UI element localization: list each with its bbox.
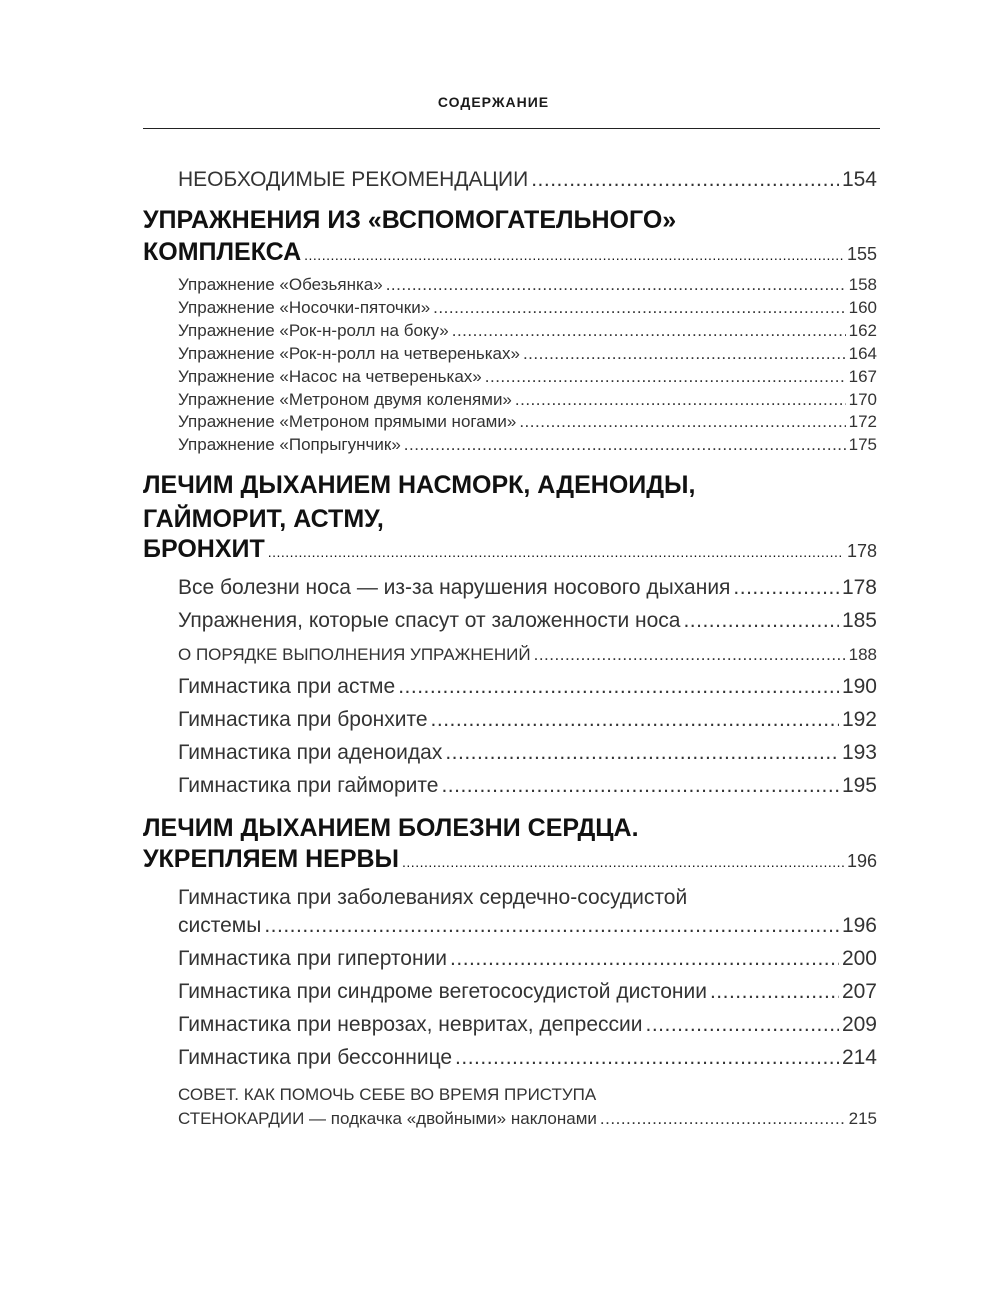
toc-entry-page: 195: [841, 774, 877, 797]
toc-entry-title: Гимнастика при астме: [178, 675, 396, 698]
leader-dots: [519, 412, 845, 432]
toc-entry-title: Гимнастика при аденоидах: [178, 741, 443, 764]
toc-entry[interactable]: [178, 1013, 877, 1037]
section-3-title-line1[interactable]: ЛЕЧИМ ДЫХАНИЕМ БОЛЕЗНИ СЕРДЦА.: [143, 814, 639, 842]
running-head: СОДЕРЖАНИЕ: [437, 94, 550, 110]
toc-entry-page: 172: [848, 412, 877, 431]
toc-entry-page: 200: [841, 947, 877, 970]
toc-entry[interactable]: [178, 708, 877, 732]
toc-entry[interactable]: [178, 576, 877, 600]
toc-entry-title: Упражнение «Метроном прямыми ногами»: [178, 412, 517, 431]
toc-entry-page: 178: [841, 576, 877, 599]
toc-entry[interactable]: [178, 435, 877, 455]
toc-entry-title: Упражнение «Рок-н-ролл на боку»: [178, 321, 449, 340]
toc-entry[interactable]: [178, 412, 877, 432]
leader-dots: [531, 168, 839, 192]
leader-dots: [534, 645, 846, 665]
leader-dots: [600, 1109, 846, 1129]
toc-entry-title: Упражнение «Метроном двумя коленями»: [178, 390, 512, 409]
toc-entry-page: 158: [848, 275, 877, 294]
toc-entry-title: Упражнение «Носочки-пяточки»: [178, 298, 431, 317]
leader-dots: [268, 544, 844, 560]
toc-entry-page: 214: [841, 1046, 877, 1069]
leader-dots: [304, 247, 844, 263]
toc-entry-title: Упражнение «Насос на четвереньках»: [178, 367, 482, 386]
section-3-page: 196: [846, 851, 877, 871]
toc-entry[interactable]: [178, 275, 877, 295]
toc-entry[interactable]: [178, 344, 877, 364]
toc-entry-page: 167: [848, 367, 877, 386]
toc-entry[interactable]: [178, 947, 877, 971]
toc-entry-title: О ПОРЯДКЕ ВЫПОЛНЕНИЯ УПРАЖНЕНИЙ: [178, 645, 531, 664]
toc-entry-page: 193: [841, 741, 877, 764]
toc-entry-title-line1[interactable]: СОВЕТ. КАК ПОМОЧЬ СЕБЕ ВО ВРЕМЯ ПРИСТУПА: [178, 1085, 597, 1104]
leader-dots: [433, 298, 845, 318]
toc-entry-title: Гимнастика при гипертонии: [178, 947, 448, 970]
toc-entry[interactable]: [178, 321, 877, 341]
section-2-title-line1[interactable]: ЛЕЧИМ ДЫХАНИЕМ НАСМОРК, АДЕНОИДЫ,: [143, 471, 696, 499]
leader-dots: [445, 741, 839, 765]
section-1-title-line2: КОМПЛЕКСА: [143, 238, 302, 266]
toc-entry-page: 170: [848, 390, 877, 409]
leader-dots: [515, 390, 846, 410]
leader-dots: [646, 1013, 839, 1037]
toc-entry-title: Все болезни носа — из-за нарушения носового дыхания: [178, 576, 731, 599]
toc-entry-page: 215: [848, 1109, 877, 1128]
section-3-title-line2: УКРЕПЛЯЕМ НЕРВЫ: [143, 845, 400, 873]
toc-entry[interactable]: [178, 675, 877, 699]
leader-dots: [402, 854, 844, 870]
toc-entry-title: Упражнение «Рок-н-ролл на четвереньках»: [178, 344, 520, 363]
toc-entry[interactable]: [178, 609, 877, 633]
leader-dots: [398, 675, 839, 699]
leader-dots: [404, 435, 846, 455]
leader-dots: [523, 344, 846, 364]
leader-dots: [386, 275, 846, 295]
leader-dots: [485, 367, 846, 387]
toc-entry-title-line2: системы: [178, 914, 262, 937]
toc-entry-page: 209: [841, 1013, 877, 1036]
toc-entry[interactable]: [178, 1046, 877, 1070]
toc-entry-title: Гимнастика при гайморите: [178, 774, 439, 797]
section-1-heading[interactable]: [143, 238, 877, 267]
toc-entry-page: 185: [841, 609, 877, 632]
section-1-page: 155: [846, 244, 877, 264]
toc-entry-title-line2: СТЕНОКАРДИИ — подкачка «двойными» наклонами: [178, 1109, 597, 1128]
toc-entry-title-line1[interactable]: Гимнастика при заболеваниях сердечно-сосудистой: [178, 886, 688, 909]
toc-entry[interactable]: [178, 741, 877, 765]
section-3-heading[interactable]: [143, 845, 877, 874]
leader-dots: [455, 1046, 839, 1070]
leader-dots: [431, 708, 839, 732]
section-2-title-line3: БРОНХИТ: [143, 535, 265, 563]
leader-dots: [441, 774, 838, 798]
leader-dots: [450, 947, 839, 971]
toc-entry[interactable]: [178, 774, 877, 798]
toc-entry-page: 196: [841, 914, 877, 937]
toc-entry-page: 188: [848, 645, 877, 664]
section-2-page: 178: [846, 541, 877, 561]
toc-entry-page: 192: [841, 708, 877, 731]
toc-entry-title: НЕОБХОДИМЫЕ РЕКОМЕНДАЦИИ: [178, 168, 529, 191]
toc-entry-title: Упражнение «Попрыгунчик»: [178, 435, 401, 454]
toc-entry-recommendations[interactable]: [178, 168, 877, 192]
toc-entry-title: Упражнения, которые спасут от заложенности носа: [178, 609, 681, 632]
toc-entry-page: 154: [841, 168, 877, 191]
toc-entry[interactable]: [178, 980, 877, 1004]
toc-entry-title: Гимнастика при бессоннице: [178, 1046, 453, 1069]
section-1-title-line1[interactable]: УПРАЖНЕНИЯ ИЗ «ВСПОМОГАТЕЛЬНОГО»: [143, 206, 677, 234]
toc-entry[interactable]: [178, 298, 877, 318]
toc-entry-title: Упражнение «Обезьянка»: [178, 275, 383, 294]
toc-entry-title: Гимнастика при неврозах, невритах, депрессии: [178, 1013, 643, 1036]
toc-entry-page: 162: [848, 321, 877, 340]
leader-dots: [683, 609, 838, 633]
toc-entry[interactable]: [178, 367, 877, 387]
toc-entry-page: 190: [841, 675, 877, 698]
leader-dots: [710, 980, 839, 1004]
header-rule: [143, 128, 880, 129]
leader-dots: [452, 321, 846, 341]
toc-entry[interactable]: [178, 1109, 877, 1129]
toc-entry[interactable]: [178, 914, 877, 938]
toc-entry[interactable]: [178, 645, 877, 665]
toc-entry-page: 160: [848, 298, 877, 317]
leader-dots: [733, 576, 839, 600]
toc-entry-page: 164: [848, 344, 877, 363]
section-2-heading[interactable]: [143, 535, 877, 564]
toc-entry-title: Гимнастика при синдроме вегетососудистой дистонии: [178, 980, 707, 1003]
toc-entry-page: 207: [841, 980, 877, 1003]
toc-entry-page: 175: [848, 435, 877, 454]
toc-entry[interactable]: [178, 390, 877, 410]
toc-entry-title: Гимнастика при бронхите: [178, 708, 428, 731]
section-2-title-line2[interactable]: ГАЙМОРИТ, АСТМУ,: [143, 505, 384, 533]
leader-dots: [264, 914, 839, 938]
